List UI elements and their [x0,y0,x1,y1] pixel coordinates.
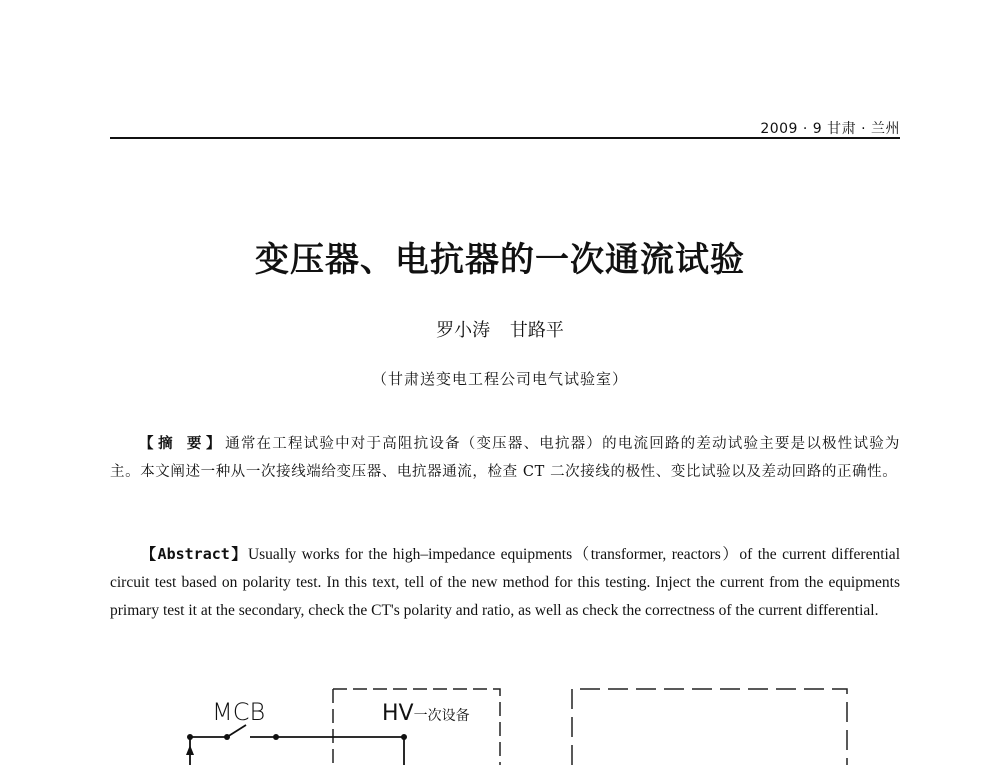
secondary-box-border [572,689,847,765]
authors: 罗小涛 甘路平 [436,320,564,341]
abstract-zh-tag: 【摘 要】 [139,435,226,452]
abstract-zh-text: 通常在工程试验中对于高阻抗设备（变压器、电抗器）的电流回路的差动试验主要是以极性试验为主。本文阐述一种从一次接线端给变压器、电抗器通流，检查 CT 二次接线的极性、变比试验以及差动回路的正确性。 [110,436,900,480]
circuit-diagram [150,675,870,765]
mcb-label: MCB [212,698,266,726]
hv-label-main: HV [382,701,414,726]
paper-title: 变压器、电抗器的一次通流试验 [255,240,745,280]
arrow-up-icon [186,745,194,755]
hv-label [382,701,470,726]
abstract-english [110,540,900,625]
abstract-en-text: Usually works for the high–impedance equipments（transformer, reactors）of the current differential circuit test based on polarity test. In this text, tell of the new method for this testing. Inject the current from the equipments primary test it at the secondary, check the CT's polarity and ratio, as well as check the correctness of the current differential. [110,546,900,619]
header-rule [110,137,900,139]
hv-label-sub: 一次设备 [413,708,470,724]
affiliation: （甘肃送变电工程公司电气试验室） [371,370,628,388]
mcb-switch-blade [227,725,246,737]
abstract-en-tag: 【Abstract】 [141,545,248,563]
running-head: 2009 · 9 甘肃 · 兰州 [760,121,900,137]
abstract-chinese [110,430,900,486]
terminal-node-2 [273,734,279,740]
